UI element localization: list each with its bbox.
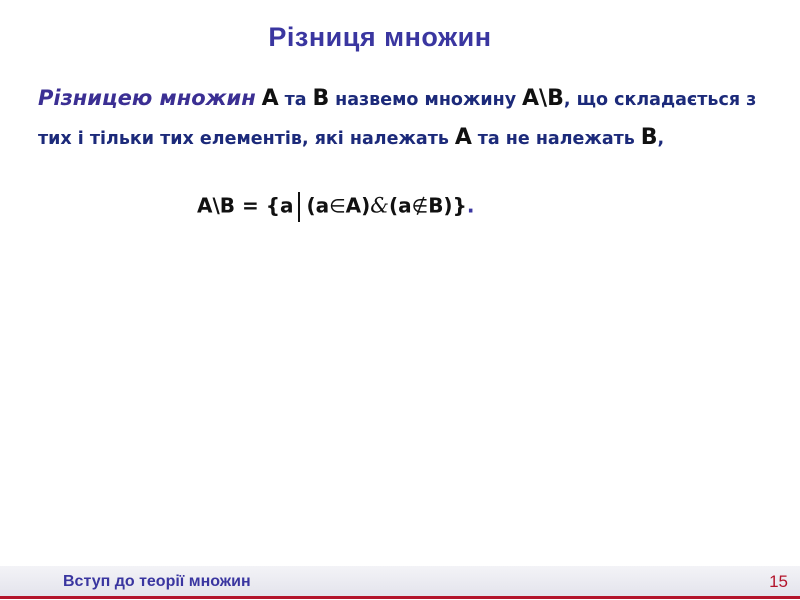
- set-b-label-2: В: [640, 125, 658, 150]
- definition-comma: ,: [657, 129, 665, 149]
- set-b-label: В: [312, 86, 330, 111]
- set-a-label: А: [261, 86, 279, 111]
- definition-phrase-3: та не належать: [477, 129, 635, 149]
- definition-paragraph: [38, 80, 768, 158]
- footer-divider: [0, 596, 800, 599]
- definition-phrase-1: назвемо множину: [335, 90, 517, 110]
- slide-title: Різниця множин: [268, 22, 492, 52]
- element-of-symbol: ∈: [329, 195, 346, 218]
- conjunction-text: та: [284, 90, 307, 110]
- footer-title: Вступ до теорії множин: [63, 573, 251, 590]
- not-element-of-symbol: ∉: [411, 195, 429, 218]
- formula-lhs: A\B = {a: [197, 193, 294, 218]
- definition-phrase-2: , що складається з тих і тільки тих елементів, які належать: [38, 90, 757, 149]
- formula-part-4: B)}: [428, 193, 467, 218]
- set-builder-bar: [298, 192, 300, 222]
- formula-part-2: A): [345, 193, 371, 218]
- difference-formula: [197, 192, 474, 222]
- formula-part-1: (a: [306, 193, 330, 218]
- formula-end-dot: .: [466, 193, 475, 218]
- page-number: 15: [769, 572, 788, 591]
- formula-part-3: (a: [388, 193, 412, 218]
- set-a-label-2: А: [454, 125, 472, 150]
- definition-term: Різницею множин: [38, 86, 256, 110]
- difference-notation: A\B: [522, 86, 564, 111]
- and-symbol: &: [370, 193, 389, 218]
